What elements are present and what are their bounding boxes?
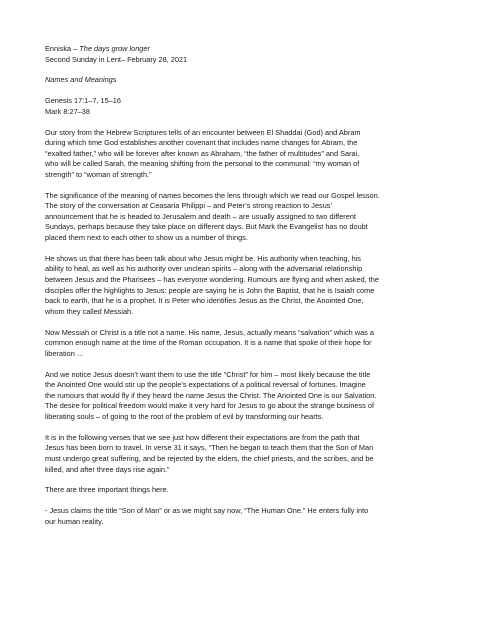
text-line: whom they called Messiah. xyxy=(45,306,134,316)
text-line: ability to heal, as well as his authority over unclean spirits – along with the adversarial relationship xyxy=(45,264,363,274)
text-line: back to earth, that he is a prophet. It is Peter who identifies Jesus as the Christ, the Anointed One, xyxy=(45,296,364,306)
spacer xyxy=(45,65,465,75)
header-title xyxy=(45,44,465,55)
paragraph-7 xyxy=(45,485,465,496)
text-line: He shows us that there has been talk about who Jesus might be. His authority when teaching, his xyxy=(45,253,361,263)
date-line: Second Sunday in Lent– February 28, 2021 xyxy=(45,54,188,64)
sermon-subtitle: Names and Meanings xyxy=(45,75,117,85)
text-line: - Jesus claims the title “Son of Man” or as we might say now, “The Human One.” He enters fully into xyxy=(45,506,369,516)
text-line: disciples offer the highlights to Jesus: people are saying he is John the Baptist, that he is Isaiah come xyxy=(45,285,375,295)
text-line: The story of the conversation at Ceasaria Philippi – and Peter’s strong reaction to Jesus’ xyxy=(45,201,333,211)
text-line: the Anointed One would stir up the people’s expectations of a political reversal of fortunes. Imagine xyxy=(45,380,366,390)
text-line: Jesus has been born to travel. In verse 31 it says, “Then he began to teach them that the Son of Man xyxy=(45,443,374,453)
text-line: our human reality. xyxy=(45,516,104,526)
text-line: Sundays, perhaps because they take place on different days. But Mark the Evangelist has no doubt xyxy=(45,222,368,232)
text-line: Our story from the Hebrew Scriptures tells of an encounter between El Shaddai (God) and Abram xyxy=(45,127,361,137)
text-line: during which time God establishes another covenant that includes name changes for Abram, the xyxy=(45,138,358,148)
text-line: The significance of the meaning of names becomes the lens through which we read our Gospel lesson. xyxy=(45,190,380,200)
text-line: Now Messiah or Christ is a title not a name. His name, Jesus, actually means “salvation” which was a xyxy=(45,327,374,337)
text-line: “exalted father,” who will be forever after known as Abraham, “the father of multitudes” and Sarai, xyxy=(45,148,360,158)
paragraph-4 xyxy=(45,328,465,360)
paragraph-5 xyxy=(45,370,465,423)
text-line: between Jesus and the Pharisees – has everyone wondering. Rumours are flying and when asked, the xyxy=(45,275,379,285)
paragraph-2 xyxy=(45,191,465,244)
paragraph-8 xyxy=(45,506,465,527)
text-line: The desire for political freedom would make it very hard for Jesus to go about the strange business of xyxy=(45,401,375,411)
text-line: common enough name at the time of the Roman occupation. It is a name that spoke of their hope for xyxy=(45,338,372,348)
text-line: strength” to “woman of strength.” xyxy=(45,169,152,179)
text-line: who will be called Sarah, the meaning shifting from the personal to the communal: “my woman of xyxy=(45,159,360,169)
text-line: announcement that he is headed to Jerusalem and death – are usually assigned to two different xyxy=(45,211,356,221)
text-line: the rumours that would fly if they heard the name Jesus the Christ. The Anointed One is our Salvation. xyxy=(45,390,377,400)
text-line: must undergo great suffering, and be rejected by the elders, the chief priests, and the scribes, and be xyxy=(45,453,374,463)
paragraph-3 xyxy=(45,254,465,318)
text-line: killed, and after three days rise again.” xyxy=(45,464,170,474)
spacer xyxy=(45,86,465,96)
spacer xyxy=(45,117,465,127)
title-prefix: Enniska – xyxy=(45,44,80,53)
text-line: placed them next to each other to show us a number of things. xyxy=(45,233,248,243)
text-line: liberating souls – of going to the root of the problem of evil by transforming our hearts. xyxy=(45,411,324,421)
reading-1: Genesis 17:1–7, 15–16 xyxy=(45,96,121,106)
paragraph-1 xyxy=(45,128,465,181)
title-italic: The days grow longer xyxy=(79,44,150,53)
text-line: There are three important things here. xyxy=(45,485,169,495)
paragraph-6 xyxy=(45,433,465,475)
text-line: And we notice Jesus doesn’t want them to use the title “Christ” for him – most likely because the title xyxy=(45,369,371,379)
text-line: It is in the following verses that we see just how different their expectations are from the path that xyxy=(45,432,360,442)
reading-2: Mark 8:27–38 xyxy=(45,106,90,116)
document-page xyxy=(45,44,465,527)
text-line: liberation … xyxy=(45,348,85,358)
